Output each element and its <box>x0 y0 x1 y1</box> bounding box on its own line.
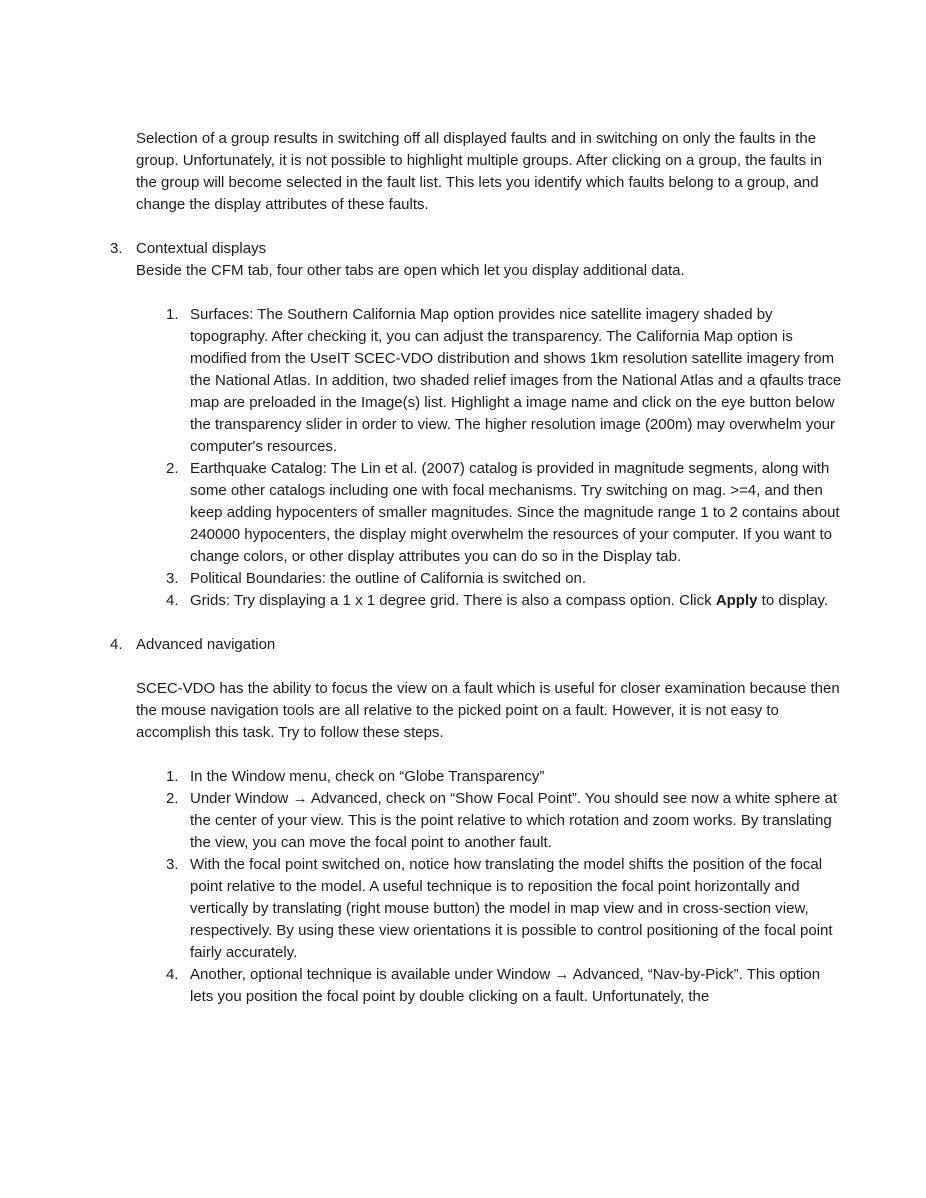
section-title: Advanced navigation <box>136 636 276 653</box>
list-item <box>166 568 846 590</box>
section-number: 3. <box>110 240 123 257</box>
list-item-text: Surfaces: The Southern California Map option provides nice satellite imagery shaded by topography. After checking it, you can adjust the transparency. The California Map option is modified from the UseIT SCEC-VDO distribution and shows 1km resolution satellite imagery from the National Atlas. In addition, two shaded relief images from the National Atlas and a qfaults trace map are preloaded in the Image(s) list. Highlight a image name and click on the eye button below the transparency slider in order to view. The higher resolution image (200m) may overwhelm your computer's resources. <box>190 306 842 455</box>
list-item <box>166 964 846 1008</box>
list-item-number: 4. <box>166 966 179 983</box>
list-item-number: 2. <box>166 460 179 477</box>
list-item-number: 4. <box>166 592 179 609</box>
list-item-number: 3. <box>166 856 179 873</box>
section-number: 4. <box>110 636 123 653</box>
list-item-number: 1. <box>166 768 179 785</box>
list-item-text-segment: Grids: Try displaying a 1 x 1 degree grid. There is also a compass option. Click <box>190 592 716 609</box>
list-item-number: 3. <box>166 570 179 587</box>
list-item-text <box>190 590 846 612</box>
section-3-list <box>166 304 846 612</box>
list-item <box>166 590 846 612</box>
list-item-text: Political Boundaries: the outline of California is switched on. <box>190 570 587 587</box>
list-item-text: Another, optional technique is available under Window → Advanced, “Nav-by-Pick”. This option lets you position the focal point by double clicking on a fault. Unfortunately, the <box>190 966 821 1005</box>
section-4-heading <box>110 634 846 656</box>
list-item-number: 1. <box>166 306 179 323</box>
list-item <box>166 854 846 964</box>
section-4-list <box>166 766 846 1008</box>
list-item <box>166 788 846 854</box>
section-title: Contextual displays <box>136 240 267 257</box>
list-item-number: 2. <box>166 790 179 807</box>
section-3-subtitle: Beside the CFM tab, four other tabs are open which let you display additional data. <box>136 262 685 279</box>
list-item-text-segment: to display. <box>757 592 829 609</box>
list-item-text: Earthquake Catalog: The Lin et al. (2007) catalog is provided in magnitude segments, along with some other catalogs including one with focal mechanisms. Try switching on mag. >=4, and then keep adding hypocenters of smaller magnitudes. Since the magnitude range 1 to 2 contains about 240000 hypocenters, the display might overwhelm the resources of your computer. If you want to change colors, or other display attributes you can do so in the Display tab. <box>190 460 840 565</box>
section-4-paragraph: SCEC-VDO has the ability to focus the view on a fault which is useful for closer examination because then the mouse navigation tools are all relative to the picked point on a fault. However, it is not easy to accomplish this task. Try to follow these steps. <box>136 680 840 741</box>
section-3-heading <box>110 238 846 260</box>
list-item <box>166 304 846 458</box>
list-item-text: In the Window menu, check on “Globe Transparency” <box>190 768 545 785</box>
apply-bold-text: Apply <box>715 592 758 609</box>
intro-paragraph: Selection of a group results in switching off all displayed faults and in switching on only the faults in the group. Unfortunately, it is not possible to highlight multiple groups. After clicking on a group, the faults in the group will become selected in the fault list. This lets you identify which faults belong to a group, and change the display attributes of these faults. <box>136 130 822 213</box>
list-item <box>166 766 846 788</box>
list-item-text: With the focal point switched on, notice how translating the model shifts the position of the focal point relative to the model. A useful technique is to reposition the focal point horizontally and vertically by translating (right mouse button) the model in map view and in cross-section view, respectively. By using these view orientations it is possible to control positioning of the focal point fairly accurately. <box>190 856 833 961</box>
list-item-text: Under Window → Advanced, check on “Show Focal Point”. You should see now a white sphere at the center of your view. This is the point relative to which rotation and zoom works. By translating the view, you can move the focal point to another fault. <box>190 790 838 851</box>
list-item <box>166 458 846 568</box>
